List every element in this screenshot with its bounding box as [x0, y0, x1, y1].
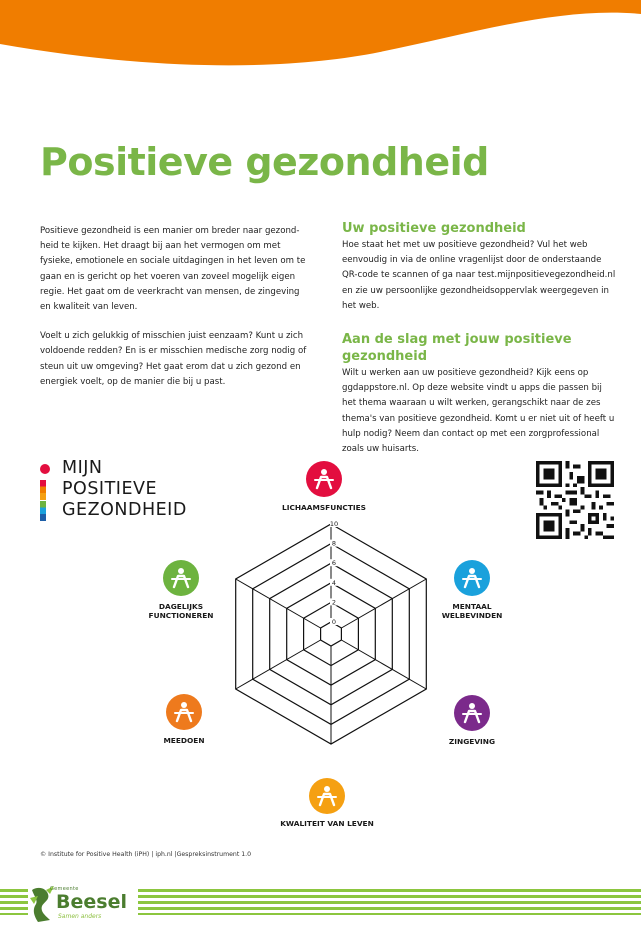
dimension-label: LICHAAMSFUNCTIES [281, 503, 367, 512]
web-spoke [236, 579, 321, 628]
web-spoke [341, 640, 426, 689]
municipality-name: Beesel [56, 891, 127, 913]
dimension-zingeving [449, 695, 495, 746]
dimension-kwaliteit-van-leven [280, 778, 374, 828]
dimension-label: MENTAAL [452, 602, 492, 611]
dimension-label: KWALITEIT VAN LEVEN [280, 819, 374, 828]
dimension-dagelijks [149, 560, 214, 620]
dimension-label: DAGELIJKS [158, 602, 204, 611]
scale-tick-label: 2 [331, 598, 337, 607]
dimension-lichaamsfuncties [282, 461, 366, 512]
section-heading-get-started: Aan de slag met jouw positieve gezondheid [342, 332, 572, 365]
dimension-meedoen [163, 694, 204, 745]
copyright-text: © Institute for Positive Health (iPH) | iph.nl |Gespreksinstrument 1.0 [40, 851, 252, 858]
scale-tick-label: 8 [331, 539, 337, 548]
page-title: Positieve gezondheid [40, 140, 489, 184]
dimension-label: WELBEVINDEN [441, 611, 503, 620]
section-body-get-started: Wilt u werken aan uw positieve gezondheid? Kijk eens op ggdappstore.nl. Op deze website vindt u apps die passen bij het thema waaraan u wilt werken, gerangschikt naar de zes thema's van positieve gezondheid. Komt u er niet uit of heeft u hulp nodig? Neem dan contact op met een zorgprofessional zoals uw huisarts. [342, 368, 615, 455]
municipality-tagline: Samen anders [58, 913, 102, 920]
intro-paragraph: Voelt u zich gelukkig of misschien juist eenzaam? Kunt u zich voldoende redden? En is er misschien medische zorg nodig of steun uit uw omgeving? Het gaat erom dat u zich gezond en energiek voelt, op de manier die bij u past. [40, 331, 307, 387]
dimension-label: MEEDOEN [163, 736, 205, 745]
scale-tick-label: 6 [331, 559, 337, 568]
dimension-label: ZINGEVING [448, 737, 496, 746]
logo-word-mijn: MIJN [62, 458, 103, 478]
scale-tick-label: 10 [329, 520, 339, 528]
section-body-your-health: Hoe staat het met uw positieve gezondheid? Vul het web eenvoudig in via de online vragenlijst door de onderstaande QR-code te scannen of ga naar test.mijnpositievegezondheid.nl en zie uw persoonlijke gezondheidsoppervlak weergegeven in het web. [342, 240, 616, 311]
scale-tick-label: 4 [331, 578, 337, 587]
gemeente-beesel-logo[interactable] [28, 882, 138, 928]
dimension-mentaal [442, 560, 503, 620]
dimension-label: FUNCTIONEREN [148, 611, 214, 620]
logo-word-gezondheid: GEZONDHEID [62, 500, 187, 520]
intro-paragraph: Positieve gezondheid is een manier om breder naar gezond-heid te kijken. Het draagt bij aan het vermogen om met fysieke, emotionele en sociale uitdagingen in het leven om te gaan en is gericht op het voeren van zoveel mogelijk eigen regie. Het gaat om de veerkracht van mensen, de zingeving en kwaliteit van leven. [40, 226, 306, 313]
logo-word-positieve: POSITIEVE [62, 479, 158, 499]
municipality-label: Gemeente [50, 886, 79, 892]
scale-tick-label: 0 [331, 618, 337, 626]
web-spoke [236, 640, 321, 689]
web-spoke [341, 579, 426, 628]
section-heading-your-health: Uw positieve gezondheid [342, 221, 526, 236]
